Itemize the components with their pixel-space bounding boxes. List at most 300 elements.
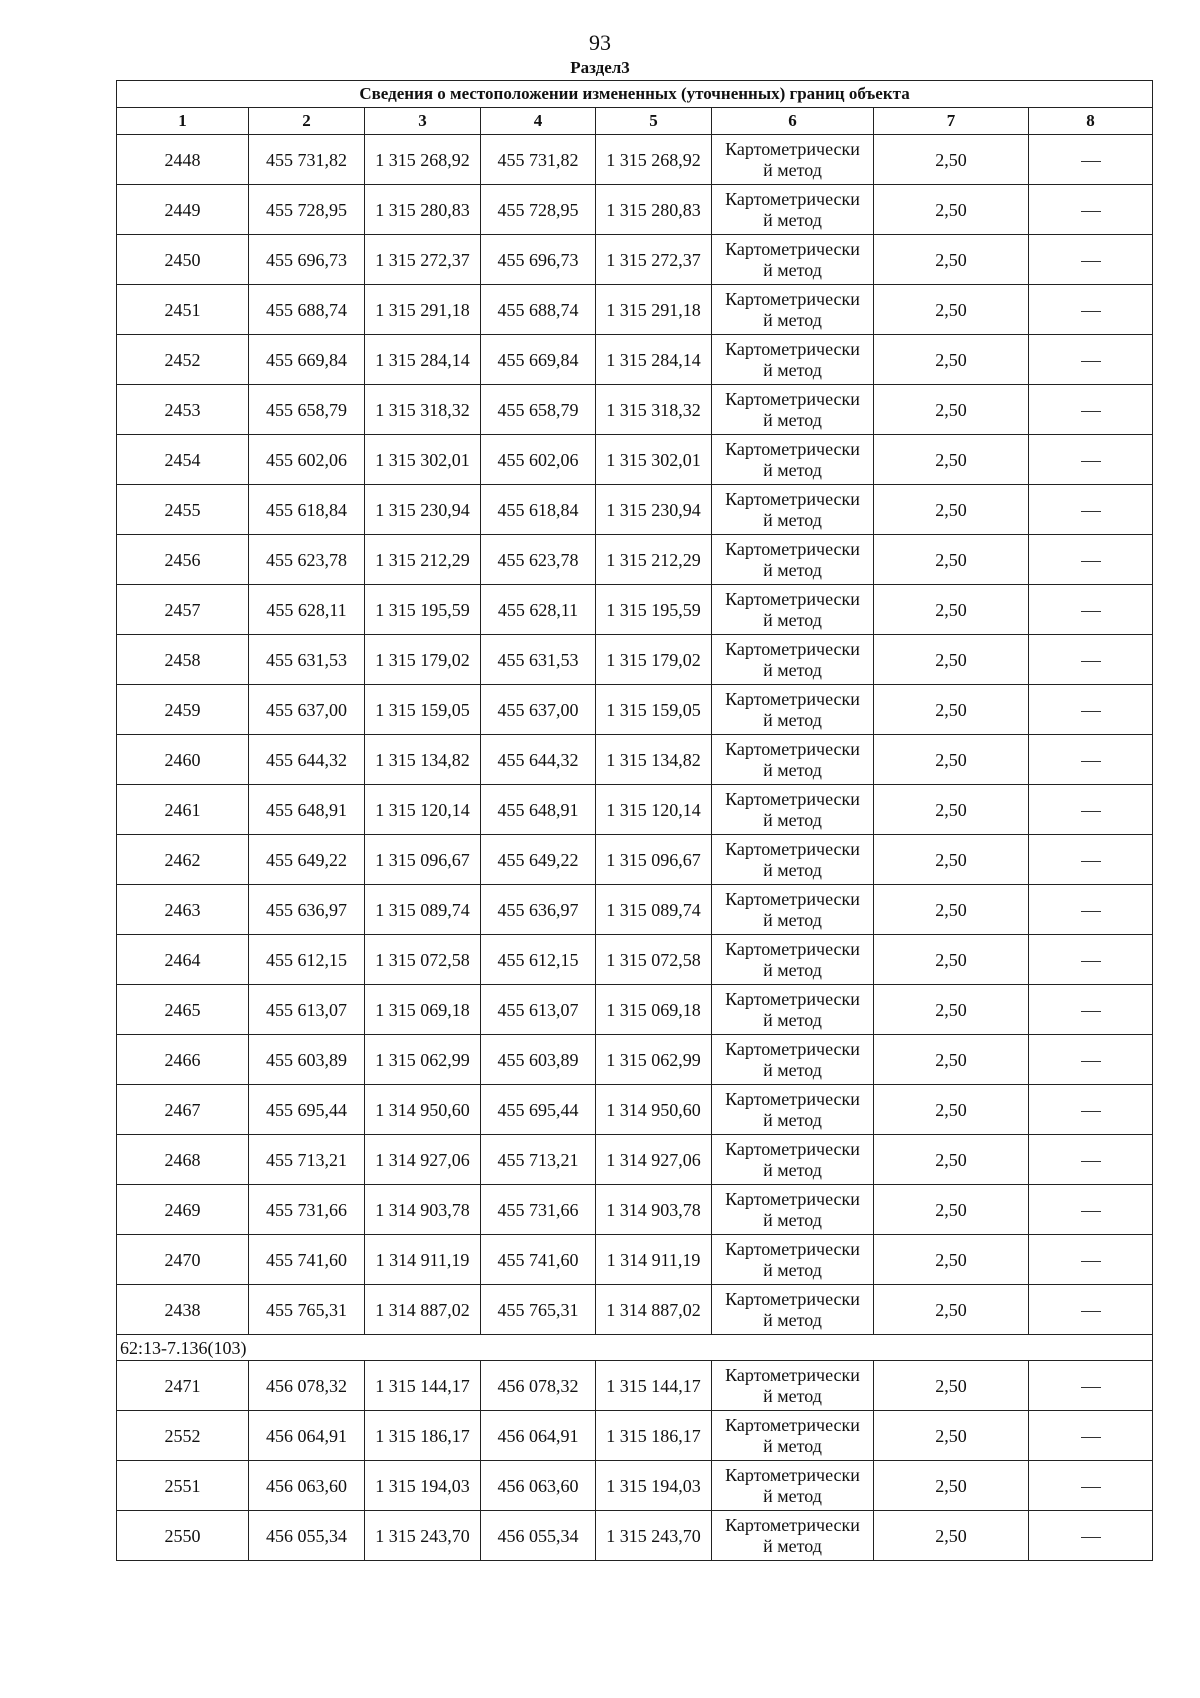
coord-y-existing: 1 315 144,17 — [365, 1361, 481, 1411]
table-row — [117, 735, 1153, 785]
accuracy: 2,50 — [874, 835, 1029, 885]
dash-mark — [1081, 311, 1101, 312]
dash-mark — [1081, 211, 1101, 212]
coord-y-existing: 1 315 291,18 — [365, 285, 481, 335]
coord-y-existing: 1 315 268,92 — [365, 135, 481, 185]
table-row — [117, 1411, 1153, 1461]
coord-y-existing: 1 314 927,06 — [365, 1135, 481, 1185]
method-text-line1: Картометрически — [725, 188, 860, 209]
coord-y-existing: 1 315 318,32 — [365, 385, 481, 435]
method-text-line2: й метод — [763, 1259, 822, 1280]
coord-x-new: 456 064,91 — [481, 1411, 596, 1461]
point-number: 2452 — [117, 335, 249, 385]
point-number: 2458 — [117, 635, 249, 685]
empty-cell — [1029, 435, 1153, 485]
empty-cell — [1029, 1085, 1153, 1135]
dash-mark — [1081, 1261, 1101, 1262]
column-header: 2 — [249, 108, 365, 135]
method-text-line2: й метод — [763, 559, 822, 580]
point-number: 2471 — [117, 1361, 249, 1411]
method-text-line1: Картометрически — [725, 638, 860, 659]
method-text-line2: й метод — [763, 809, 822, 830]
dash-mark — [1081, 361, 1101, 362]
coord-x-existing: 455 765,31 — [249, 1285, 365, 1335]
method-text-line2: й метод — [763, 1535, 822, 1556]
point-number: 2449 — [117, 185, 249, 235]
coord-y-new: 1 315 120,14 — [596, 785, 712, 835]
coord-x-new: 455 603,89 — [481, 1035, 596, 1085]
point-number: 2467 — [117, 1085, 249, 1135]
table-row — [117, 135, 1153, 185]
coord-y-existing: 1 315 120,14 — [365, 785, 481, 835]
point-number: 2448 — [117, 135, 249, 185]
coord-x-existing: 455 688,74 — [249, 285, 365, 335]
coord-x-new: 455 628,11 — [481, 585, 596, 635]
accuracy: 2,50 — [874, 1461, 1029, 1511]
point-number: 2466 — [117, 1035, 249, 1085]
coord-y-new: 1 315 179,02 — [596, 635, 712, 685]
method-text-line2: й метод — [763, 909, 822, 930]
table-row — [117, 685, 1153, 735]
method-text-line1: Картометрически — [725, 1188, 860, 1209]
method-cell — [712, 785, 874, 835]
method-text-line1: Картометрически — [725, 1038, 860, 1059]
accuracy: 2,50 — [874, 485, 1029, 535]
coord-x-new: 455 631,53 — [481, 635, 596, 685]
method-text-line2: й метод — [763, 709, 822, 730]
empty-cell — [1029, 785, 1153, 835]
coord-x-new: 455 648,91 — [481, 785, 596, 835]
empty-cell — [1029, 835, 1153, 885]
method-text-line1: Картометрически — [725, 238, 860, 259]
method-text-line1: Картометрически — [725, 738, 860, 759]
coordinates-table — [116, 80, 1153, 1561]
table-row — [117, 1461, 1153, 1511]
method-text-line2: й метод — [763, 359, 822, 380]
dash-mark — [1081, 1311, 1101, 1312]
point-number: 2460 — [117, 735, 249, 785]
empty-cell — [1029, 1185, 1153, 1235]
coord-x-existing: 456 055,34 — [249, 1511, 365, 1561]
coord-y-new: 1 315 089,74 — [596, 885, 712, 935]
coord-x-existing: 455 731,82 — [249, 135, 365, 185]
point-number: 2470 — [117, 1235, 249, 1285]
group-label: 62:13-7.136(103) — [117, 1335, 1153, 1361]
column-header: 1 — [117, 108, 249, 135]
method-cell — [712, 385, 874, 435]
empty-cell — [1029, 885, 1153, 935]
coord-x-existing: 455 637,00 — [249, 685, 365, 735]
accuracy: 2,50 — [874, 285, 1029, 335]
method-cell — [712, 285, 874, 335]
coord-x-existing: 455 728,95 — [249, 185, 365, 235]
coord-x-existing: 455 741,60 — [249, 1235, 365, 1285]
coord-x-existing: 455 649,22 — [249, 835, 365, 885]
dash-mark — [1081, 1387, 1101, 1388]
method-text-line2: й метод — [763, 1485, 822, 1506]
dash-mark — [1081, 411, 1101, 412]
coord-x-existing: 455 644,32 — [249, 735, 365, 785]
method-text-line2: й метод — [763, 609, 822, 630]
page-number: 93 — [589, 30, 611, 55]
coord-x-existing: 456 064,91 — [249, 1411, 365, 1461]
coord-x-existing: 455 628,11 — [249, 585, 365, 635]
accuracy: 2,50 — [874, 385, 1029, 435]
method-text-line1: Картометрически — [725, 988, 860, 1009]
method-text-line1: Картометрически — [725, 1088, 860, 1109]
empty-cell — [1029, 1461, 1153, 1511]
method-cell — [712, 1411, 874, 1461]
coord-x-new: 455 741,60 — [481, 1235, 596, 1285]
coord-y-existing: 1 315 096,67 — [365, 835, 481, 885]
coord-y-existing: 1 314 911,19 — [365, 1235, 481, 1285]
dash-mark — [1081, 761, 1101, 762]
table-row — [117, 1511, 1153, 1561]
method-text-line2: й метод — [763, 509, 822, 530]
coord-y-new: 1 315 194,03 — [596, 1461, 712, 1511]
point-number: 2550 — [117, 1511, 249, 1561]
coord-y-existing: 1 315 062,99 — [365, 1035, 481, 1085]
column-header: 8 — [1029, 108, 1153, 135]
coord-x-existing: 456 063,60 — [249, 1461, 365, 1511]
point-number: 2461 — [117, 785, 249, 835]
table-row — [117, 435, 1153, 485]
method-cell — [712, 735, 874, 785]
method-cell — [712, 1285, 874, 1335]
dash-mark — [1081, 1061, 1101, 1062]
empty-cell — [1029, 385, 1153, 435]
coord-x-new: 455 636,97 — [481, 885, 596, 935]
accuracy: 2,50 — [874, 785, 1029, 835]
coord-y-new: 1 315 069,18 — [596, 985, 712, 1035]
empty-cell — [1029, 685, 1153, 735]
method-cell — [712, 685, 874, 735]
point-number: 2456 — [117, 535, 249, 585]
coord-x-existing: 455 669,84 — [249, 335, 365, 385]
empty-cell — [1029, 1135, 1153, 1185]
accuracy: 2,50 — [874, 1235, 1029, 1285]
coord-x-new: 456 078,32 — [481, 1361, 596, 1411]
dash-mark — [1081, 1487, 1101, 1488]
coord-y-existing: 1 314 950,60 — [365, 1085, 481, 1135]
coord-y-new: 1 315 280,83 — [596, 185, 712, 235]
column-header: 5 — [596, 108, 712, 135]
coord-y-new: 1 314 887,02 — [596, 1285, 712, 1335]
method-text-line2: й метод — [763, 259, 822, 280]
point-number: 2459 — [117, 685, 249, 735]
table-row — [117, 1035, 1153, 1085]
coord-x-new: 455 695,44 — [481, 1085, 596, 1135]
table-row — [117, 535, 1153, 585]
point-number: 2451 — [117, 285, 249, 335]
accuracy: 2,50 — [874, 235, 1029, 285]
method-cell — [712, 185, 874, 235]
method-cell — [712, 1235, 874, 1285]
coord-y-new: 1 315 284,14 — [596, 335, 712, 385]
point-number: 2454 — [117, 435, 249, 485]
table-row — [117, 385, 1153, 435]
coord-y-existing: 1 315 284,14 — [365, 335, 481, 385]
method-text-line2: й метод — [763, 1109, 822, 1130]
empty-cell — [1029, 935, 1153, 985]
accuracy: 2,50 — [874, 435, 1029, 485]
coord-x-existing: 455 602,06 — [249, 435, 365, 485]
group-row — [117, 1335, 1153, 1361]
method-text-line2: й метод — [763, 1159, 822, 1180]
coord-x-existing: 455 612,15 — [249, 935, 365, 985]
coord-x-new: 455 623,78 — [481, 535, 596, 585]
coord-x-new: 455 613,07 — [481, 985, 596, 1035]
empty-cell — [1029, 1361, 1153, 1411]
coord-y-new: 1 315 212,29 — [596, 535, 712, 585]
method-cell — [712, 1085, 874, 1135]
empty-cell — [1029, 1411, 1153, 1461]
coord-x-new: 455 637,00 — [481, 685, 596, 735]
coord-x-existing: 456 078,32 — [249, 1361, 365, 1411]
point-number: 2468 — [117, 1135, 249, 1185]
method-cell — [712, 835, 874, 885]
empty-cell — [1029, 1235, 1153, 1285]
method-text-line2: й метод — [763, 1009, 822, 1030]
table-row — [117, 485, 1153, 535]
coord-y-new: 1 315 302,01 — [596, 435, 712, 485]
empty-cell — [1029, 1511, 1153, 1561]
accuracy: 2,50 — [874, 335, 1029, 385]
method-text-line1: Картометрически — [725, 388, 860, 409]
coord-y-new: 1 315 134,82 — [596, 735, 712, 785]
method-text-line2: й метод — [763, 959, 822, 980]
dash-mark — [1081, 1211, 1101, 1212]
coord-y-existing: 1 315 212,29 — [365, 535, 481, 585]
coord-x-new: 455 765,31 — [481, 1285, 596, 1335]
section-title: Раздел3 — [570, 58, 630, 77]
coord-y-new: 1 315 243,70 — [596, 1511, 712, 1561]
method-text-line1: Картометрически — [725, 1514, 860, 1535]
coord-y-new: 1 315 072,58 — [596, 935, 712, 985]
method-text-line2: й метод — [763, 659, 822, 680]
coord-x-new: 455 649,22 — [481, 835, 596, 885]
method-text-line1: Картометрически — [725, 688, 860, 709]
coord-y-existing: 1 314 887,02 — [365, 1285, 481, 1335]
method-text-line1: Картометрически — [725, 438, 860, 459]
coord-x-new: 455 728,95 — [481, 185, 596, 235]
dash-mark — [1081, 1011, 1101, 1012]
coord-y-new: 1 315 272,37 — [596, 235, 712, 285]
coord-y-new: 1 315 186,17 — [596, 1411, 712, 1461]
coord-x-existing: 455 696,73 — [249, 235, 365, 285]
method-text-line1: Картометрически — [725, 338, 860, 359]
method-text-line1: Картометрически — [725, 838, 860, 859]
method-text-line1: Картометрически — [725, 1414, 860, 1435]
coord-y-existing: 1 315 069,18 — [365, 985, 481, 1035]
method-text-line2: й метод — [763, 1435, 822, 1456]
dash-mark — [1081, 661, 1101, 662]
dash-mark — [1081, 861, 1101, 862]
coord-y-existing: 1 315 243,70 — [365, 1511, 481, 1561]
accuracy: 2,50 — [874, 1085, 1029, 1135]
method-cell — [712, 485, 874, 535]
coord-x-new: 455 644,32 — [481, 735, 596, 785]
dash-mark — [1081, 161, 1101, 162]
coord-y-new: 1 315 062,99 — [596, 1035, 712, 1085]
column-header: 3 — [365, 108, 481, 135]
table-row — [117, 1185, 1153, 1235]
method-cell — [712, 335, 874, 385]
coord-y-new: 1 315 144,17 — [596, 1361, 712, 1411]
coord-y-existing: 1 315 179,02 — [365, 635, 481, 685]
dash-mark — [1081, 261, 1101, 262]
accuracy: 2,50 — [874, 1411, 1029, 1461]
empty-cell — [1029, 285, 1153, 335]
dash-mark — [1081, 911, 1101, 912]
dash-mark — [1081, 1161, 1101, 1162]
method-cell — [712, 585, 874, 635]
dash-mark — [1081, 1437, 1101, 1438]
coord-y-new: 1 314 927,06 — [596, 1135, 712, 1185]
table-caption-row — [117, 81, 1153, 108]
coord-x-new: 455 669,84 — [481, 335, 596, 385]
table-row — [117, 1135, 1153, 1185]
method-text-line2: й метод — [763, 309, 822, 330]
method-text-line1: Картометрически — [725, 488, 860, 509]
table-row — [117, 1235, 1153, 1285]
method-text-line1: Картометрически — [725, 538, 860, 559]
point-number: 2455 — [117, 485, 249, 535]
point-number: 2469 — [117, 1185, 249, 1235]
coord-x-existing: 455 695,44 — [249, 1085, 365, 1135]
point-number: 2551 — [117, 1461, 249, 1511]
accuracy: 2,50 — [874, 135, 1029, 185]
coord-y-new: 1 315 230,94 — [596, 485, 712, 535]
table-row — [117, 635, 1153, 685]
point-number: 2463 — [117, 885, 249, 935]
accuracy: 2,50 — [874, 1361, 1029, 1411]
coord-y-new: 1 315 268,92 — [596, 135, 712, 185]
method-cell — [712, 1185, 874, 1235]
point-number: 2552 — [117, 1411, 249, 1461]
method-text-line2: й метод — [763, 1209, 822, 1230]
method-text-line2: й метод — [763, 759, 822, 780]
table-row — [117, 1285, 1153, 1335]
point-number: 2462 — [117, 835, 249, 885]
accuracy: 2,50 — [874, 985, 1029, 1035]
accuracy: 2,50 — [874, 185, 1029, 235]
dash-mark — [1081, 561, 1101, 562]
dash-mark — [1081, 811, 1101, 812]
empty-cell — [1029, 735, 1153, 785]
coord-x-new: 455 713,21 — [481, 1135, 596, 1185]
dash-mark — [1081, 1537, 1101, 1538]
method-text-line2: й метод — [763, 159, 822, 180]
method-text-line1: Картометрически — [725, 938, 860, 959]
table-row — [117, 235, 1153, 285]
dash-mark — [1081, 961, 1101, 962]
coord-x-new: 455 602,06 — [481, 435, 596, 485]
coord-y-new: 1 315 195,59 — [596, 585, 712, 635]
table-row — [117, 285, 1153, 335]
method-cell — [712, 135, 874, 185]
coord-y-new: 1 314 903,78 — [596, 1185, 712, 1235]
method-cell — [712, 235, 874, 285]
dash-mark — [1081, 461, 1101, 462]
coord-y-existing: 1 315 072,58 — [365, 935, 481, 985]
method-text-line1: Картометрически — [725, 138, 860, 159]
table-row — [117, 935, 1153, 985]
coord-y-new: 1 315 318,32 — [596, 385, 712, 435]
coord-x-new: 455 731,82 — [481, 135, 596, 185]
empty-cell — [1029, 985, 1153, 1035]
point-number: 2465 — [117, 985, 249, 1035]
coord-x-existing: 455 623,78 — [249, 535, 365, 585]
table-row — [117, 835, 1153, 885]
method-text-line2: й метод — [763, 1309, 822, 1330]
method-cell — [712, 1361, 874, 1411]
coord-x-existing: 455 636,97 — [249, 885, 365, 935]
accuracy: 2,50 — [874, 1511, 1029, 1561]
method-cell — [712, 435, 874, 485]
empty-cell — [1029, 1285, 1153, 1335]
accuracy: 2,50 — [874, 1285, 1029, 1335]
empty-cell — [1029, 635, 1153, 685]
dash-mark — [1081, 1111, 1101, 1112]
method-text-line2: й метод — [763, 1385, 822, 1406]
coord-y-new: 1 315 159,05 — [596, 685, 712, 735]
coord-y-existing: 1 315 195,59 — [365, 585, 481, 635]
method-text-line1: Картометрически — [725, 1238, 860, 1259]
table-row — [117, 185, 1153, 235]
point-number: 2453 — [117, 385, 249, 435]
column-header: 6 — [712, 108, 874, 135]
coord-y-existing: 1 315 272,37 — [365, 235, 481, 285]
table-row — [117, 585, 1153, 635]
table-row — [117, 1085, 1153, 1135]
method-text-line2: й метод — [763, 1059, 822, 1080]
coord-y-existing: 1 315 186,17 — [365, 1411, 481, 1461]
coord-y-existing: 1 315 194,03 — [365, 1461, 481, 1511]
coord-y-new: 1 314 911,19 — [596, 1235, 712, 1285]
coord-y-existing: 1 315 089,74 — [365, 885, 481, 935]
empty-cell — [1029, 485, 1153, 535]
method-text-line2: й метод — [763, 459, 822, 480]
coord-x-new: 455 731,66 — [481, 1185, 596, 1235]
method-text-line1: Картометрически — [725, 288, 860, 309]
coord-x-new: 455 618,84 — [481, 485, 596, 535]
coord-x-existing: 455 631,53 — [249, 635, 365, 685]
accuracy: 2,50 — [874, 585, 1029, 635]
coord-y-existing: 1 315 302,01 — [365, 435, 481, 485]
coord-y-existing: 1 315 159,05 — [365, 685, 481, 735]
coord-x-new: 456 063,60 — [481, 1461, 596, 1511]
coord-x-existing: 455 618,84 — [249, 485, 365, 535]
method-cell — [712, 535, 874, 585]
accuracy: 2,50 — [874, 935, 1029, 985]
coord-y-new: 1 314 950,60 — [596, 1085, 712, 1135]
coord-y-new: 1 315 291,18 — [596, 285, 712, 335]
method-cell — [712, 1135, 874, 1185]
method-cell — [712, 1461, 874, 1511]
coord-y-new: 1 315 096,67 — [596, 835, 712, 885]
method-text-line1: Картометрически — [725, 1138, 860, 1159]
method-text-line2: й метод — [763, 209, 822, 230]
accuracy: 2,50 — [874, 885, 1029, 935]
point-number: 2464 — [117, 935, 249, 985]
coord-x-new: 455 688,74 — [481, 285, 596, 335]
empty-cell — [1029, 185, 1153, 235]
accuracy: 2,50 — [874, 635, 1029, 685]
coord-y-existing: 1 315 134,82 — [365, 735, 481, 785]
accuracy: 2,50 — [874, 1185, 1029, 1235]
dash-mark — [1081, 511, 1101, 512]
